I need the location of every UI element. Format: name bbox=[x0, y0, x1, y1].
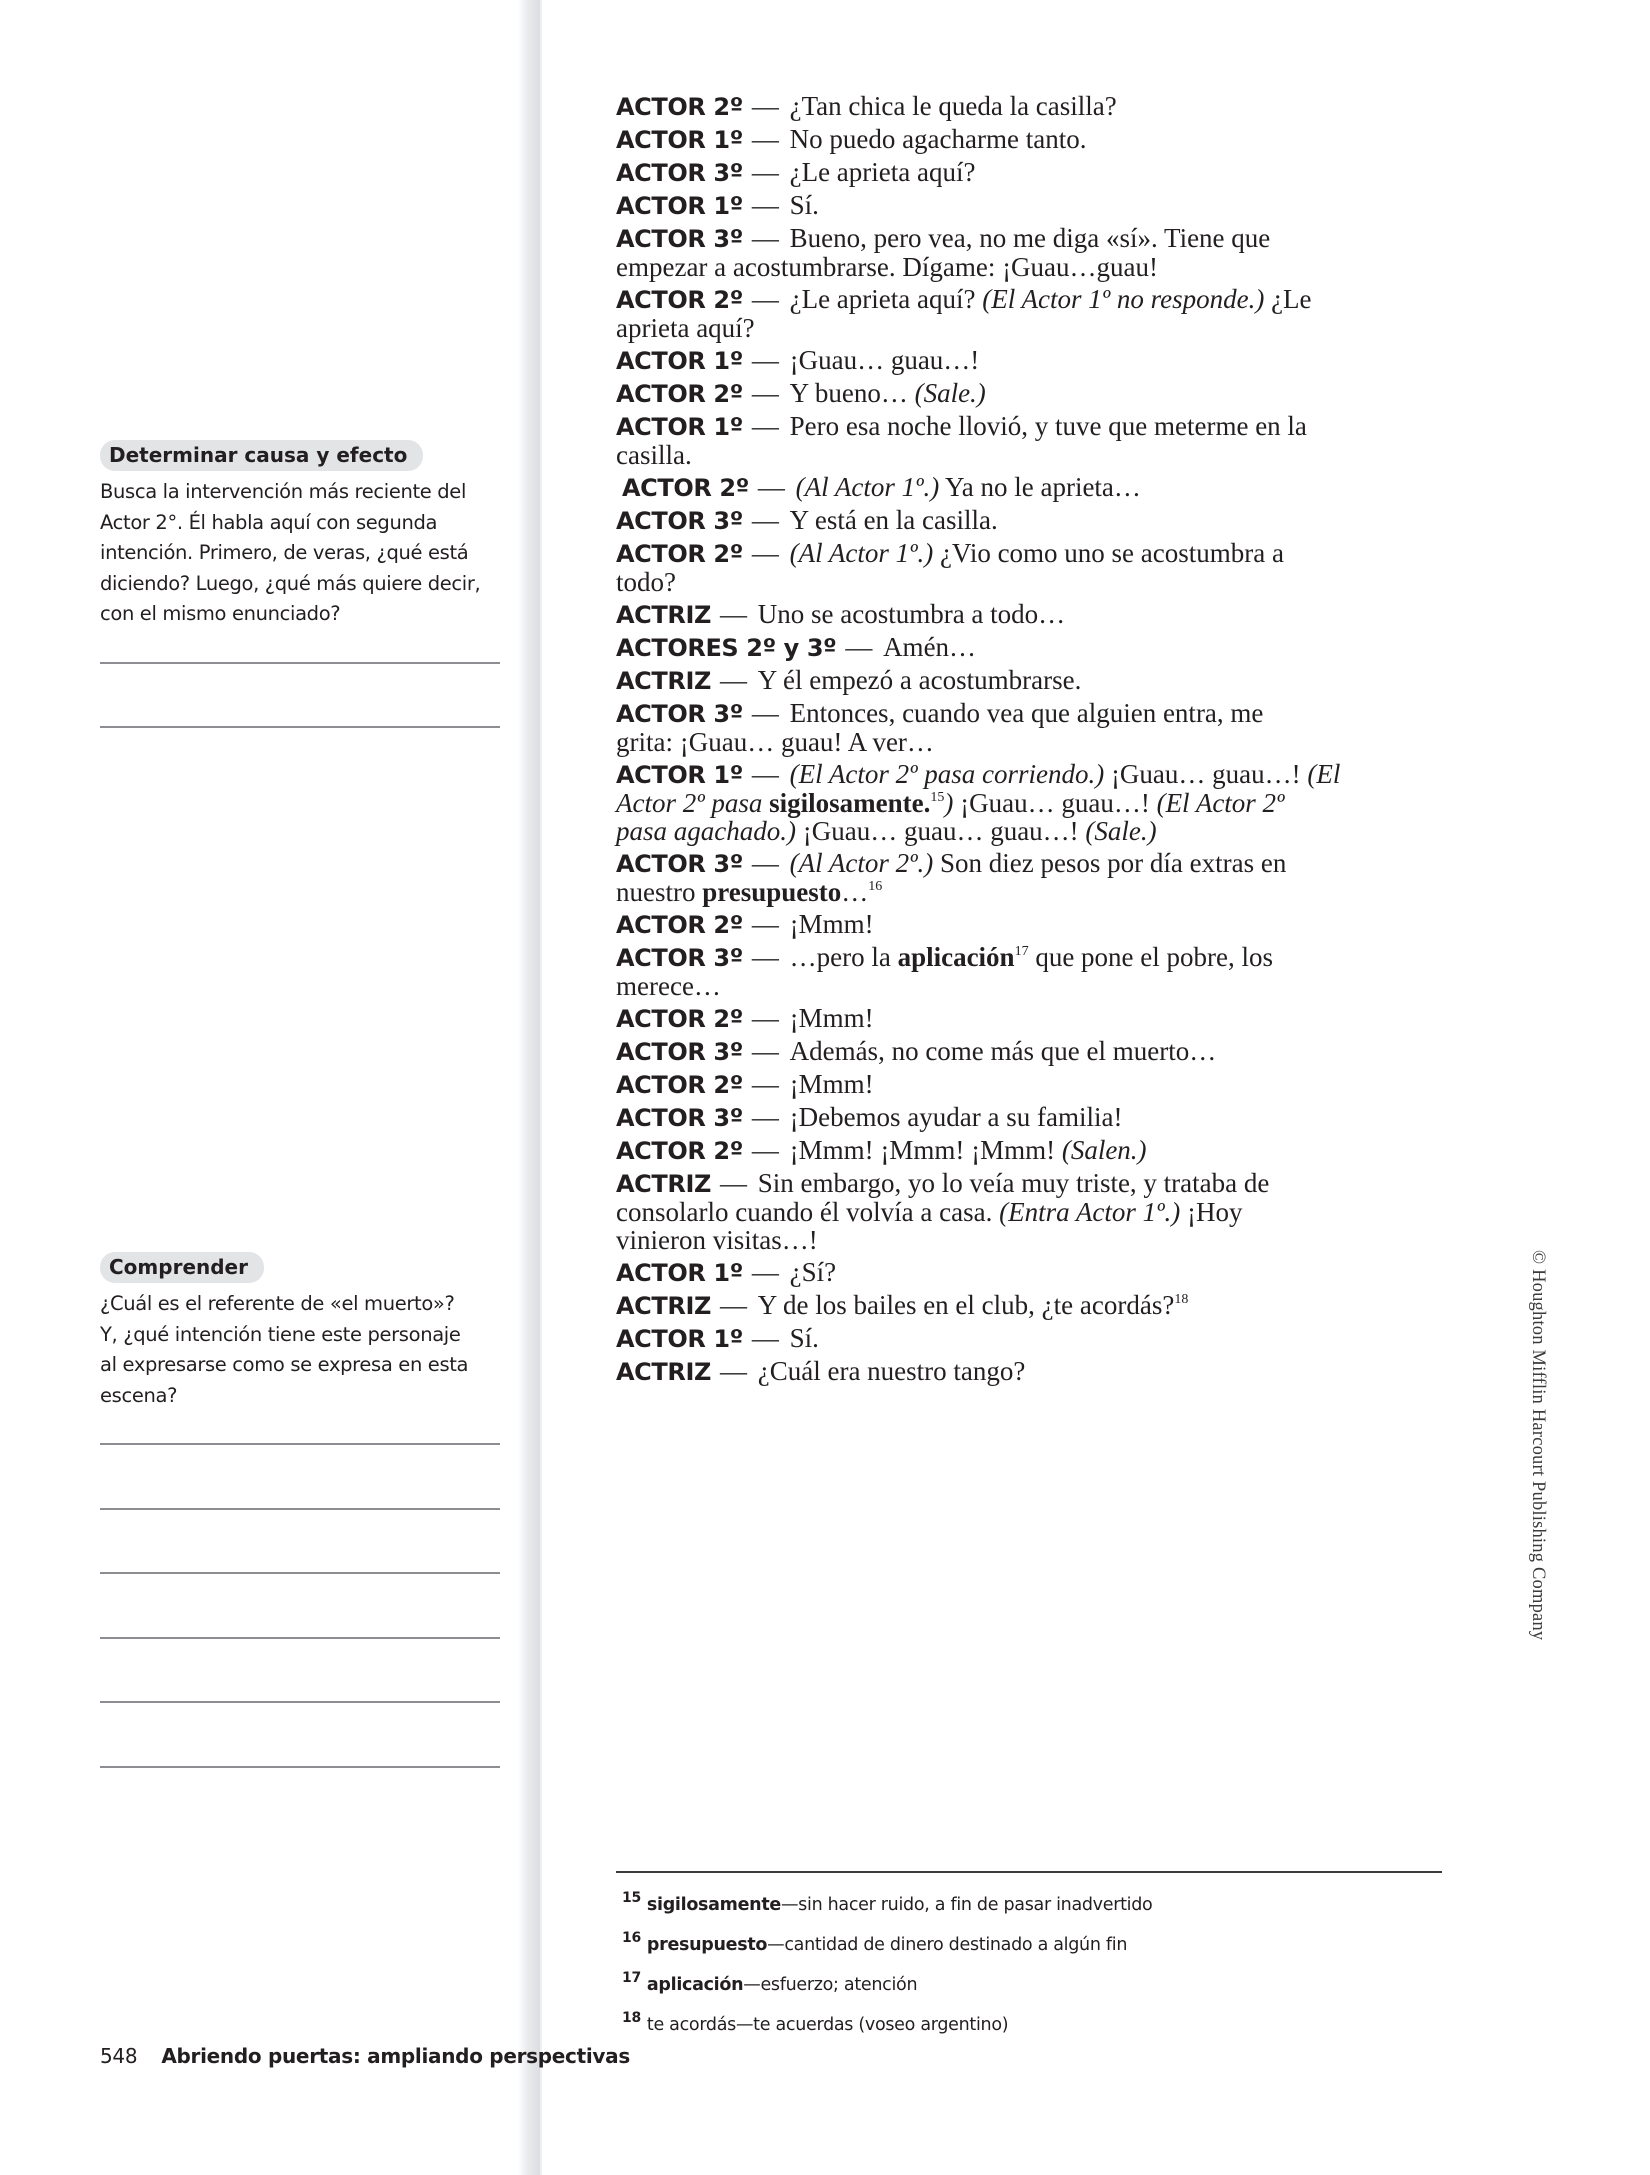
dialogue-continuation bbox=[616, 567, 1446, 597]
footnote-definition: —cantidad de dinero destinado a algún fin bbox=[767, 1935, 1128, 1955]
stage-direction: (Sale.) bbox=[914, 378, 986, 408]
dialogue-text: ¡Mmm! bbox=[789, 1003, 874, 1033]
dialogue-entry bbox=[616, 1357, 1446, 1386]
stage-direction: (El Actor 1º no responde.) bbox=[982, 284, 1265, 314]
dialogue-text: No puedo agacharme tanto. bbox=[789, 124, 1087, 154]
speaker-name: ACTOR 2º bbox=[616, 540, 743, 568]
speaker-name: ACTOR 1º bbox=[616, 347, 743, 375]
dialogue-text: nuestro bbox=[616, 877, 703, 907]
em-dash: — bbox=[751, 157, 786, 187]
dialogue-entry bbox=[616, 506, 1446, 535]
answer-line[interactable] bbox=[100, 1508, 500, 1510]
answer-line[interactable] bbox=[100, 662, 500, 664]
dialogue-text: consolarlo cuando él volvía a casa. bbox=[616, 1197, 1000, 1227]
footnote-definition: —te acuerdas (voseo argentino) bbox=[735, 2015, 1009, 2035]
footnote-number: 15 bbox=[622, 1890, 641, 1906]
stage-direction: ) bbox=[944, 788, 954, 818]
stage-direction: (Al Actor 1º.) bbox=[795, 472, 940, 502]
prompt-line: escena? bbox=[100, 1383, 178, 1407]
prompt-line: Busca la intervención más reciente del bbox=[100, 480, 467, 503]
speaker-name: ACTRIZ bbox=[616, 1292, 711, 1320]
dialogue-entry bbox=[616, 92, 1446, 121]
dialogue-entry bbox=[616, 760, 1446, 845]
speaker-name: ACTOR 1º bbox=[616, 126, 743, 154]
stage-direction: pasa agachado.) bbox=[616, 816, 796, 846]
dialogue-text: ¡Mmm! bbox=[789, 909, 874, 939]
em-dash: — bbox=[751, 505, 786, 535]
prompt-line: al expresarse como se expresa en esta bbox=[100, 1353, 469, 1376]
em-dash: — bbox=[751, 848, 786, 878]
em-dash: — bbox=[751, 538, 786, 568]
dialogue-entry bbox=[616, 1324, 1446, 1353]
footnote bbox=[622, 2002, 1452, 2042]
dialogue-entry bbox=[616, 412, 1446, 469]
dialogue-entry bbox=[616, 910, 1446, 939]
dialogue-entry bbox=[616, 1004, 1446, 1033]
em-dash: — bbox=[757, 472, 792, 502]
speaker-name: ACTOR 2º bbox=[616, 286, 743, 314]
stage-direction: (Al Actor 1º.) bbox=[789, 538, 934, 568]
em-dash: — bbox=[751, 190, 786, 220]
em-dash: — bbox=[719, 1168, 754, 1198]
sidebar-tag: Comprender bbox=[100, 1252, 264, 1283]
dialogue-text: Entonces, cuando vea que alguien entra, me bbox=[789, 698, 1264, 728]
answer-line[interactable] bbox=[100, 1637, 500, 1639]
dialogue-text: ¡Guau… guau…! bbox=[953, 788, 1157, 818]
page-number: 548 bbox=[100, 2044, 138, 2068]
em-dash: — bbox=[751, 942, 786, 972]
stage-direction: (El Actor 2º pasa corriendo.) bbox=[789, 759, 1105, 789]
footnote bbox=[622, 1882, 1452, 1922]
dialogue-entry bbox=[616, 158, 1446, 187]
speaker-name: ACTOR 1º bbox=[616, 1325, 743, 1353]
dialogue-entry bbox=[616, 224, 1446, 281]
dialogue-entry bbox=[616, 666, 1446, 695]
dialogue-text: ¿Cuál era nuestro tango? bbox=[757, 1356, 1026, 1386]
em-dash: — bbox=[751, 759, 786, 789]
stage-direction: (Sale.) bbox=[1085, 816, 1157, 846]
dialogue-entry bbox=[616, 539, 1446, 596]
book-title: Abriendo puertas: ampliando perspectivas bbox=[161, 2044, 630, 2068]
answer-line[interactable] bbox=[100, 1572, 500, 1574]
answer-lines bbox=[100, 662, 510, 729]
speaker-name: ACTRIZ bbox=[616, 1170, 711, 1198]
dialogue-text: Uno se acostumbra a todo… bbox=[757, 599, 1066, 629]
dialogue-text: ¡Hoy bbox=[1180, 1197, 1243, 1227]
footnotes bbox=[622, 1882, 1452, 2042]
footnote-ref: 15 bbox=[930, 790, 945, 805]
dialogue-entry bbox=[616, 1037, 1446, 1066]
speaker-name: ACTOR 2º bbox=[622, 474, 749, 502]
speaker-name: ACTOR 3º bbox=[616, 159, 743, 187]
dialogue-text: ¡Guau… guau… guau…! bbox=[795, 816, 1086, 846]
speaker-name: ACTOR 3º bbox=[616, 225, 743, 253]
answer-line[interactable] bbox=[100, 1766, 500, 1768]
dialogue-text: ¿Le aprieta aquí? bbox=[789, 157, 976, 187]
dialogue-text: Sin embargo, yo lo veía muy triste, y trataba de bbox=[757, 1168, 1270, 1198]
dialogue-continuation bbox=[616, 440, 1446, 470]
dialogue-text: ¡Debemos ayudar a su familia! bbox=[789, 1102, 1123, 1132]
dialogue-entry bbox=[616, 1169, 1446, 1254]
dialogue-continuation bbox=[616, 877, 1446, 907]
footnote-definition: —esfuerzo; atención bbox=[743, 1975, 918, 1995]
dialogue-entry bbox=[616, 191, 1446, 220]
dialogue-continuation bbox=[616, 1225, 1446, 1255]
dialogue-text: Son diez pesos por día extras en bbox=[933, 848, 1287, 878]
stage-direction: (Al Actor 2º.) bbox=[789, 848, 934, 878]
prompt-line: Y, ¿qué intención tiene este personaje bbox=[100, 1322, 461, 1346]
stage-direction: (El Actor 2º bbox=[1156, 788, 1285, 818]
em-dash: — bbox=[751, 909, 786, 939]
footnote-ref: 17 bbox=[1014, 944, 1029, 959]
dialogue-text: Además, no come más que el muerto… bbox=[789, 1036, 1217, 1066]
dialogue-text: Pero esa noche llovió, y tuve que meterme en la bbox=[789, 411, 1307, 441]
dialogue-text: vinieron visitas…! bbox=[616, 1225, 818, 1255]
dialogue-text: merece… bbox=[616, 971, 721, 1001]
sidebar-box-comprender bbox=[100, 1252, 510, 1830]
footnote-number: 17 bbox=[622, 1970, 641, 1986]
dialogue-text: casilla. bbox=[616, 440, 692, 470]
answer-lines bbox=[100, 1443, 510, 1768]
speaker-name: ACTOR 3º bbox=[616, 850, 743, 878]
footnote-ref: 16 bbox=[868, 879, 883, 894]
em-dash: — bbox=[719, 665, 754, 695]
em-dash: — bbox=[719, 599, 754, 629]
glossed-term: aplicación bbox=[897, 942, 1015, 972]
dialogue-entry bbox=[616, 849, 1446, 906]
answer-line[interactable] bbox=[100, 1443, 500, 1445]
dialogue-text: aprieta aquí? bbox=[616, 313, 755, 343]
dialogue-entry bbox=[616, 600, 1446, 629]
sidebar-prompt bbox=[100, 477, 510, 630]
em-dash: — bbox=[751, 223, 786, 253]
dialogue-text: ¿Sí? bbox=[789, 1257, 837, 1287]
dialogue-entry bbox=[616, 1070, 1446, 1099]
em-dash: — bbox=[751, 1257, 786, 1287]
dialogue-continuation bbox=[616, 313, 1446, 343]
speaker-name: ACTOR 3º bbox=[616, 1038, 743, 1066]
em-dash: — bbox=[719, 1356, 754, 1386]
speaker-name: ACTOR 3º bbox=[616, 700, 743, 728]
stage-direction: (El bbox=[1307, 759, 1341, 789]
answer-line[interactable] bbox=[100, 726, 500, 728]
dialogue-text: que pone el pobre, los bbox=[1028, 942, 1274, 972]
speaker-name: ACTOR 1º bbox=[616, 413, 743, 441]
dialogue-entry bbox=[616, 1291, 1446, 1320]
dialogue-text: Amén… bbox=[883, 632, 977, 662]
dialogue-entry bbox=[616, 1258, 1446, 1287]
prompt-line: ¿Cuál es el referente de «el muerto»? bbox=[100, 1292, 455, 1315]
em-dash: — bbox=[751, 284, 786, 314]
dialogue-text: ¿Le aprieta aquí? bbox=[789, 284, 983, 314]
dialogue-continuation bbox=[616, 788, 1446, 818]
dialogue-text: Y bueno… bbox=[789, 378, 915, 408]
dialogue-continuation bbox=[616, 816, 1446, 846]
speaker-name: ACTOR 3º bbox=[616, 1104, 743, 1132]
em-dash: — bbox=[719, 1290, 754, 1320]
em-dash: — bbox=[751, 1036, 786, 1066]
footnote-number: 18 bbox=[622, 2010, 641, 2026]
footnote bbox=[622, 1962, 1452, 2002]
em-dash: — bbox=[751, 378, 786, 408]
dialogue-entry bbox=[616, 346, 1446, 375]
sidebar-box-cause-effect bbox=[100, 440, 510, 791]
speaker-name: ACTOR 1º bbox=[616, 1259, 743, 1287]
page-footer bbox=[100, 2044, 630, 2068]
answer-line[interactable] bbox=[100, 1701, 500, 1703]
dialogue-text: Sí. bbox=[789, 1323, 819, 1353]
speaker-name: ACTOR 2º bbox=[616, 380, 743, 408]
footnote-rule bbox=[616, 1871, 1442, 1873]
dialogue-continuation bbox=[616, 971, 1446, 1001]
em-dash: — bbox=[751, 124, 786, 154]
footnote-term: presupuesto bbox=[646, 1935, 768, 1955]
sidebar-tag: Determinar causa y efecto bbox=[100, 440, 423, 471]
dialogue-text: ¿Vio como uno se acostumbra a bbox=[933, 538, 1284, 568]
em-dash: — bbox=[751, 345, 786, 375]
dialogue-text: ¡Mmm! bbox=[789, 1069, 874, 1099]
dialogue-text: ¡Guau… guau…! bbox=[789, 345, 980, 375]
footnote-number: 16 bbox=[622, 1930, 641, 1946]
em-dash: — bbox=[751, 1003, 786, 1033]
speaker-name: ACTOR 3º bbox=[616, 944, 743, 972]
prompt-line: intención. Primero, de veras, ¿qué está bbox=[100, 541, 469, 564]
dialogue-text: Sí. bbox=[789, 190, 819, 220]
dialogue-text: grita: ¡Guau… guau! A ver… bbox=[616, 727, 934, 757]
dialogue-text: empezar a acostumbrarse. Dígame: ¡Guau…guau! bbox=[616, 252, 1159, 282]
speaker-name: ACTRIZ bbox=[616, 601, 711, 629]
speaker-name: ACTOR 2º bbox=[616, 1005, 743, 1033]
dialogue-text: Y él empezó a acostumbrarse. bbox=[757, 665, 1082, 695]
dialogue-text: todo? bbox=[616, 567, 676, 597]
speaker-name: ACTOR 1º bbox=[616, 761, 743, 789]
dialogue-entry bbox=[616, 379, 1446, 408]
dialogue-continuation bbox=[616, 727, 1446, 757]
speaker-name: ACTRIZ bbox=[616, 667, 711, 695]
footnote-definition: —sin hacer ruido, a fin de pasar inadvertido bbox=[780, 1895, 1153, 1915]
footnote-term: sigilosamente bbox=[646, 1895, 781, 1915]
speaker-name: ACTRIZ bbox=[616, 1358, 711, 1386]
page-gutter-shadow bbox=[518, 0, 540, 2175]
dialogue-entry bbox=[616, 699, 1446, 756]
speaker-name: ACTOR 3º bbox=[616, 507, 743, 535]
stage-direction: (Entra Actor 1º.) bbox=[999, 1197, 1181, 1227]
speaker-name: ACTORES 2º y 3º bbox=[616, 634, 837, 662]
dialogue-entry bbox=[616, 285, 1446, 342]
dialogue-text: ¿Le bbox=[1264, 284, 1312, 314]
play-script bbox=[616, 92, 1446, 1390]
em-dash: — bbox=[751, 411, 786, 441]
dialogue-text: ¿Tan chica le queda la casilla? bbox=[789, 91, 1117, 121]
glossed-term: sigilosamente. bbox=[769, 788, 931, 818]
stage-direction: Actor 2º pasa bbox=[616, 788, 770, 818]
footnote bbox=[622, 1922, 1452, 1962]
speaker-name: ACTOR 2º bbox=[616, 911, 743, 939]
page-gutter-edge bbox=[540, 0, 542, 2175]
em-dash: — bbox=[845, 632, 880, 662]
dialogue-continuation bbox=[616, 252, 1446, 282]
em-dash: — bbox=[751, 91, 786, 121]
dialogue-text: ¡Mmm! ¡Mmm! ¡Mmm! bbox=[789, 1135, 1062, 1165]
glossed-term: presupuesto bbox=[702, 877, 842, 907]
dialogue-text: Ya no le aprieta… bbox=[939, 472, 1141, 502]
stage-direction: (Salen.) bbox=[1061, 1135, 1147, 1165]
dialogue-text: … bbox=[841, 877, 869, 907]
dialogue-text: Y está en la casilla. bbox=[789, 505, 998, 535]
speaker-name: ACTOR 1º bbox=[616, 192, 743, 220]
copyright-notice: © Houghton Mifflin Harcourt Publishing Company bbox=[1528, 1250, 1548, 1641]
prompt-line: diciendo? Luego, ¿qué más quiere decir, bbox=[100, 571, 481, 595]
speaker-name: ACTOR 2º bbox=[616, 1137, 743, 1165]
dialogue-entry bbox=[616, 633, 1446, 662]
em-dash: — bbox=[751, 698, 786, 728]
em-dash: — bbox=[751, 1102, 786, 1132]
dialogue-entry bbox=[622, 473, 1452, 502]
dialogue-entry bbox=[616, 125, 1446, 154]
dialogue-continuation bbox=[616, 1197, 1446, 1227]
footnote-term: aplicación bbox=[646, 1975, 744, 1995]
em-dash: — bbox=[751, 1135, 786, 1165]
footnote-ref: 18 bbox=[1174, 1292, 1189, 1307]
dialogue-text: Bueno, pero vea, no me diga «sí». Tiene que bbox=[789, 223, 1271, 253]
em-dash: — bbox=[751, 1069, 786, 1099]
dialogue-text: …pero la bbox=[789, 942, 898, 972]
em-dash: — bbox=[751, 1323, 786, 1353]
speaker-name: ACTOR 2º bbox=[616, 1071, 743, 1099]
dialogue-entry bbox=[616, 943, 1446, 1000]
dialogue-entry bbox=[616, 1136, 1446, 1165]
footnote-term: te acordás bbox=[646, 2015, 736, 2035]
speaker-name: ACTOR 2º bbox=[616, 93, 743, 121]
sidebar-prompt bbox=[100, 1289, 510, 1411]
dialogue-text: ¡Guau… guau…! bbox=[1104, 759, 1308, 789]
dialogue-entry bbox=[616, 1103, 1446, 1132]
prompt-line: Actor 2°. Él habla aquí con segunda bbox=[100, 510, 438, 534]
prompt-line: con el mismo enunciado? bbox=[100, 602, 341, 625]
dialogue-text: Y de los bailes en el club, ¿te acordás? bbox=[757, 1290, 1175, 1320]
